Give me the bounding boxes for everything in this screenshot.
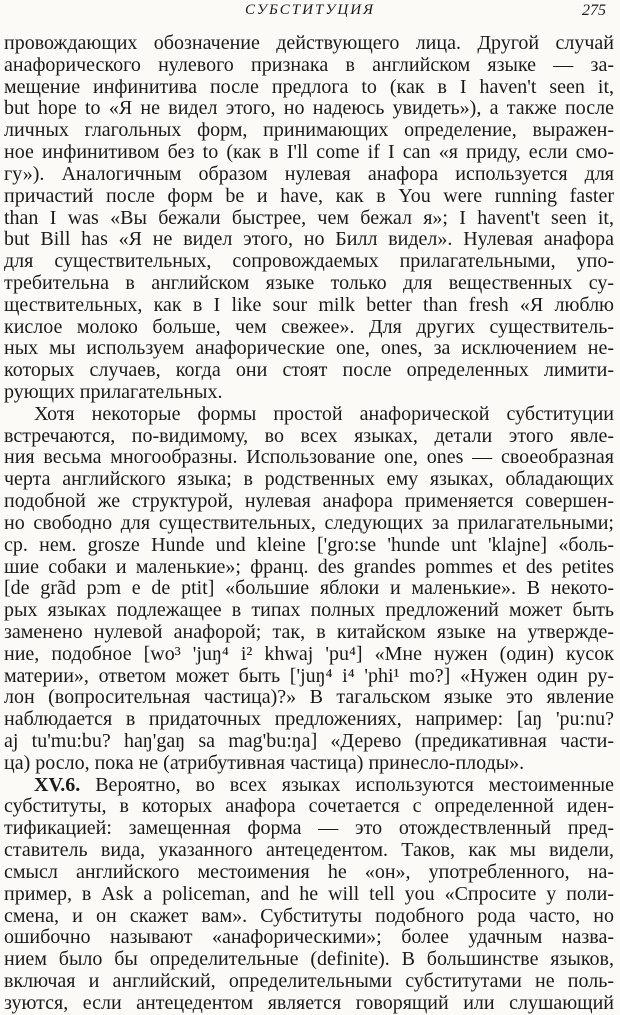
text-line: требительна в английском языке только для вещественных су- xyxy=(4,272,614,294)
text-line: ставитель вида, указанного антецедентом. Таков, как мы видели, xyxy=(4,840,614,862)
text-line: личных глагольных форм, принимающих определение, выражен- xyxy=(4,120,614,142)
text-line: шие собаки и маленькие»; франц. des grandes pommes et des petites xyxy=(4,556,614,578)
text-line: которых случаев, когда они стоят после определенных лимити- xyxy=(4,360,614,382)
text-line: пример, в Ask a policeman, and he will tell you «Спросите у поли- xyxy=(4,883,614,905)
text-line: but hope to «Я не видел этого, но надеюсь увидеть»), а также после xyxy=(4,98,614,120)
text-line: мещение инфинитива после предлога to (как в I haven't seen it, xyxy=(4,76,614,98)
body-text xyxy=(0,33,620,1015)
text-line: ср. нем. grosze Hunde und kleine ['gro:se 'hunde unt 'klajne] «боль- xyxy=(4,534,614,556)
text-line: ществительных, как в I like sour milk better than fresh «Я люблю xyxy=(4,294,614,316)
text-line: подобной же структурой, нулевая анафора применяется совершен- xyxy=(4,491,614,513)
text-line: включая и английский, определительными субститутами не поль- xyxy=(4,970,614,992)
text-line: субституты, в которых анафора сочетается с определенной иден- xyxy=(4,796,614,818)
text-line: черта английского языка; в родственных ему языках, обладающих xyxy=(4,469,614,491)
text-line: смена, и он скажет вам». Субституты подобного рода часто, но xyxy=(4,905,614,927)
text-line: ния весьма многообразны. Использование one, ones — своеобразная xyxy=(4,447,614,469)
text-line: анафорического нулевого признака в английском языке — за- xyxy=(4,54,614,76)
text-line: but Bill has «Я не видел этого, но Билл видел». Нулевая анафора xyxy=(4,229,614,251)
text-line: aj tu'mu:bu? haŋ'gaŋ sa mag'bu:ŋa] «Дерево (предикативная части- xyxy=(4,731,614,752)
section-number: XV.6. xyxy=(34,774,81,796)
text-line: ца) росло, пока не (атрибутивная частица) принесло-плоды». xyxy=(4,752,525,774)
text-line: лон (вопросительная частица)?» В тагальском языке это явление xyxy=(4,687,614,709)
text-line: кислое молоко больше, чем свежее». Для других существитель- xyxy=(4,316,614,338)
running-head-title: СУБСТИТУЦИЯ xyxy=(245,2,375,18)
text-line: причастий после форм be и have, как в You were running faster xyxy=(4,185,614,207)
text-line: ных мы используем анафорические one, ones, за исключением не- xyxy=(4,338,614,360)
text-line: [de grãd pɔm e de ptit] «большие яблоки и маленькие». В некото- xyxy=(4,578,614,600)
page-number: 275 xyxy=(582,2,606,19)
text-line: смысл английского местоимения he «он», употребленного, на- xyxy=(4,861,614,883)
text-line: ное инфинитивом без to (как в I'll come if I can «я приду, если смо- xyxy=(4,142,614,164)
text-line: зуются, если антецедентом является говорящий или слушающий xyxy=(4,992,614,1014)
text-line: ошибочно называют «анафорическими»; более удачным назва- xyxy=(4,927,614,949)
text-line: но свободно для существительных, следующих за прилагательными; xyxy=(4,512,614,534)
text-line: гу»). Аналогичным образом нулевая анафора используется для xyxy=(4,163,614,185)
text-line: заменено нулевой анафорой; так, в китайском языке на утвержде- xyxy=(4,621,614,643)
text-line: рующих прилагательных. xyxy=(4,382,223,403)
text-line: встречаются, по-видимому, во всех языках, детали этого явле- xyxy=(4,425,614,447)
text-line: нием было бы определительные (definite). В большинстве языков, xyxy=(4,949,614,971)
text-line: Хотя некоторые формы простой анафорической субституции xyxy=(34,403,614,425)
text-line: материи», ответом может быть ['juŋ⁴ i⁴ 'phi¹ mo?] «Нужен один ру- xyxy=(4,665,614,687)
text-line: для существительных, сопровождаемых прилагательными, упо- xyxy=(4,251,614,273)
text-line: тификацией: замещенная форма — это отождествленный пред- xyxy=(4,818,614,840)
text-line: рых языках подлежащее в типах полных предложений может быть xyxy=(4,600,614,622)
text-line: наблюдается в придаточных предложениях, например: [aŋ 'pu:nu? xyxy=(4,709,614,731)
text-line: XV.6. Вероятно, во всех языках используются местоименные xyxy=(34,774,614,796)
text-line: than I was «Вы бежали быстрее, чем бежал я»; I havent't seen it, xyxy=(4,207,614,229)
text-line: провождающих обозначение действующего лица. Другой случай xyxy=(4,33,614,54)
text-line: ние, подобное [wo³ 'juŋ⁴ i² khwaj 'pu⁴] «Мне нужен (один) кусок xyxy=(4,643,614,665)
running-head xyxy=(0,2,620,22)
